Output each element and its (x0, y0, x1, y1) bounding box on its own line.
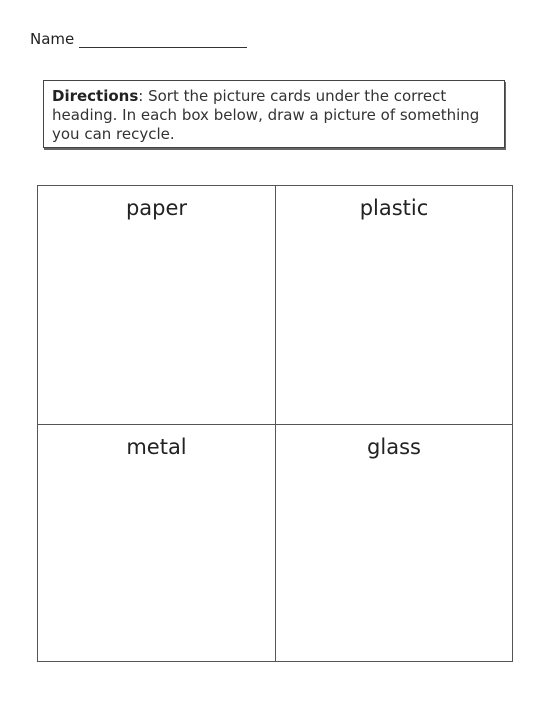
name-row (30, 30, 247, 48)
box-metal[interactable] (38, 425, 276, 661)
heading-glass: glass (367, 435, 421, 459)
name-label: Name (30, 30, 75, 48)
box-paper[interactable] (38, 186, 276, 425)
directions-label: Directions (52, 87, 139, 105)
directions-text: : Sort the picture cards under the correct heading. In each box below, draw a picture of something you can recycle. (52, 87, 480, 143)
box-plastic[interactable] (276, 186, 512, 425)
directions-box (43, 80, 505, 148)
heading-paper: paper (125, 196, 188, 220)
box-glass[interactable] (276, 425, 512, 661)
heading-metal: metal (126, 435, 187, 459)
heading-plastic: plastic (359, 196, 429, 220)
name-blank-line[interactable] (79, 33, 247, 48)
sorting-grid (37, 185, 513, 662)
